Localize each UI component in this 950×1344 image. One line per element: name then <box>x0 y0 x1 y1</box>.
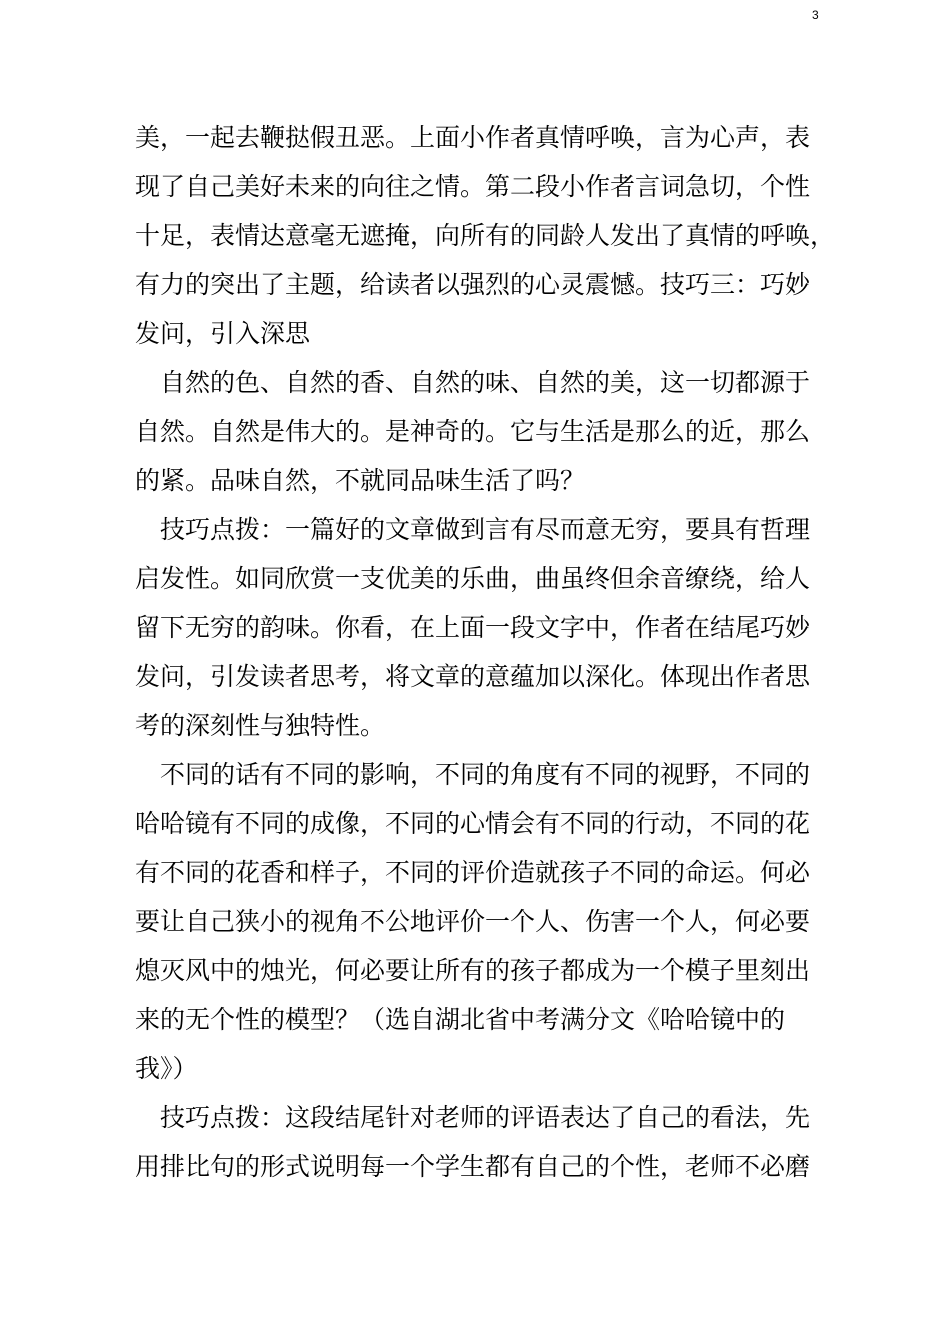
text-line: 有力的突出了主题，给读者以强烈的心灵震憾。技巧三：巧妙 <box>135 270 811 299</box>
text-line: 留下无穷的韵味。你看，在上面一段文字中，作者在结尾巧妙 <box>135 613 811 642</box>
text-line: 要让自己狭小的视角不公地评价一个人、伤害一个人，何必要 <box>135 907 811 936</box>
page-number: 3 <box>812 8 819 22</box>
text-line: 自然。自然是伟大的。是神奇的。它与生活是那么的近，那么 <box>135 417 811 446</box>
text-line: 我》） <box>135 1054 198 1083</box>
text-line: 考的深刻性与独特性。 <box>135 711 386 740</box>
text-line: 技巧点拨：这段结尾针对老师的评语表达了自己的看法，先 <box>135 1103 811 1132</box>
paragraph <box>135 113 835 358</box>
text-line: 现了自己美好未来的向往之情。第二段小作者言词急切，个性 <box>135 172 811 201</box>
text-line: 发问，引入深思 <box>135 319 311 348</box>
text-line: 用排比句的形式说明每一个学生都有自己的个性，老师不必磨 <box>135 1152 811 1181</box>
text-line: 熄灭风中的烛光，何必要让所有的孩子都成为一个模子里刻出 <box>135 956 811 985</box>
document-body <box>135 113 835 1191</box>
paragraph <box>135 1093 835 1191</box>
text-line: 启发性。如同欣赏一支优美的乐曲，曲虽终但余音缭绕，给人 <box>135 564 811 593</box>
text-line: 发问，引发读者思考，将文章的意蕴加以深化。体现出作者思 <box>135 662 811 691</box>
text-line: 有不同的花香和样子，不同的评价造就孩子不同的命运。何必 <box>135 858 811 887</box>
text-line: 十足，表情达意毫无遮掩，向所有的同龄人发出了真情的呼唤， <box>135 221 836 250</box>
text-line: 不同的话有不同的影响，不同的角度有不同的视野，不同的 <box>135 760 811 789</box>
paragraph <box>135 505 835 750</box>
text-line: 自然的色、自然的香、自然的味、自然的美，这一切都源于 <box>135 368 811 397</box>
text-line: 哈哈镜有不同的成像，不同的心情会有不同的行动，不同的花 <box>135 809 811 838</box>
text-line: 技巧点拨：一篇好的文章做到言有尽而意无穷，要具有哲理 <box>135 515 811 544</box>
paragraph <box>135 358 835 505</box>
text-line: 美，一起去鞭挞假丑恶。上面小作者真情呼唤，言为心声，表 <box>135 123 811 152</box>
text-line: 的紧。品味自然，不就同品味生活了吗？ <box>135 466 586 495</box>
text-line: 来的无个性的模型？（选自湖北省中考满分文《哈哈镜中的 <box>135 1005 786 1034</box>
paragraph <box>135 750 835 1093</box>
